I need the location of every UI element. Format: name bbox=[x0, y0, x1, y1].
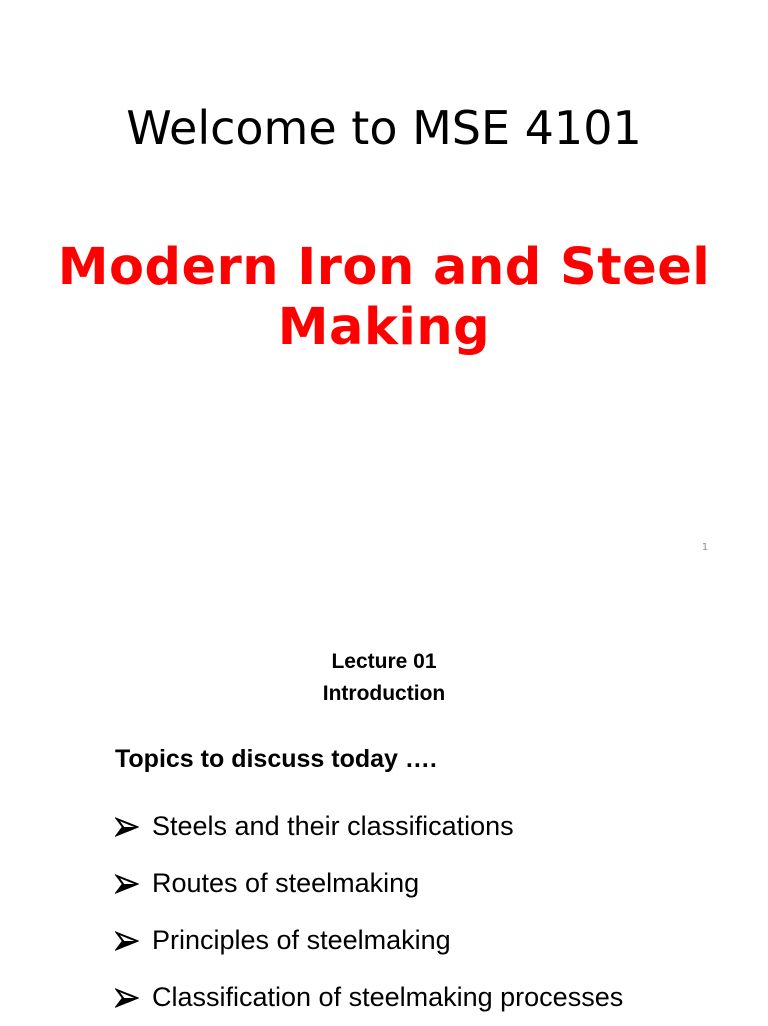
topic-label: Routes of steelmaking bbox=[152, 868, 420, 898]
list-item bbox=[115, 969, 623, 1026]
topic-label: Steels and their classifications bbox=[152, 811, 514, 841]
slide-number: 1 bbox=[701, 542, 709, 553]
topic-list bbox=[115, 798, 623, 1026]
list-item bbox=[115, 798, 623, 855]
course-title bbox=[0, 238, 768, 358]
lecture-slide bbox=[0, 600, 768, 1024]
lecture-subtitle: Introduction bbox=[322, 682, 446, 705]
topic-label: Classification of steelmaking processes bbox=[152, 982, 624, 1012]
course-title-line-2: Making bbox=[277, 298, 491, 357]
topic-label: Principles of steelmaking bbox=[152, 925, 451, 955]
welcome-heading: Welcome to MSE 4101 bbox=[126, 101, 642, 155]
arrowhead-bullet-icon bbox=[115, 816, 139, 838]
lecture-header bbox=[0, 646, 768, 710]
list-item bbox=[115, 855, 623, 912]
arrowhead-bullet-icon bbox=[115, 873, 139, 895]
lecture-number: Lecture 01 bbox=[331, 650, 437, 673]
list-item bbox=[115, 912, 623, 969]
arrowhead-bullet-icon bbox=[115, 987, 139, 1009]
arrowhead-bullet-icon bbox=[115, 930, 139, 952]
topics-heading: Topics to discuss today …. bbox=[115, 745, 437, 773]
course-title-line-1: Modern Iron and Steel bbox=[57, 238, 711, 297]
